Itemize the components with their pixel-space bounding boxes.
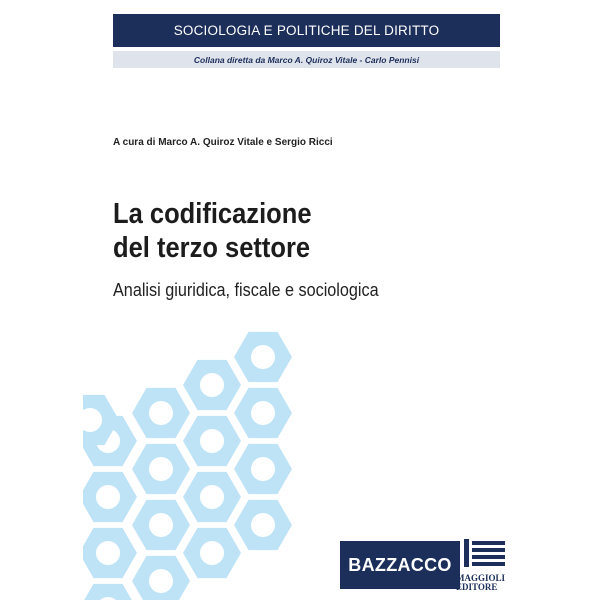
hex-nut-hole — [149, 569, 173, 593]
hex-nut-hole — [200, 429, 224, 453]
hex-nut-hole — [251, 457, 275, 481]
hex-nut-hole — [96, 485, 120, 509]
hex-nut-hole — [251, 345, 275, 369]
maggioli-imprint — [456, 574, 505, 592]
book-title-line1: La codificazione — [113, 198, 312, 230]
hex-nut-hole — [251, 401, 275, 425]
hex-nut-hole — [200, 373, 224, 397]
curators: A cura di Marco A. Quiroz Vitale e Sergio Ricci — [113, 137, 333, 148]
publisher-logo — [340, 541, 460, 589]
hex-nut-hole — [149, 513, 173, 537]
book-title-line2: del terzo settore — [113, 232, 311, 264]
series-title: SOCIOLOGIA E POLITICHE DEL DIRITTO — [173, 23, 440, 38]
hex-nut-hole — [78, 408, 102, 432]
hex-nut-hole — [251, 513, 275, 537]
publisher-name: BAZZACCO — [348, 554, 452, 575]
series-editors: Collana diretta da Marco A. Quiroz Vitale - Carlo Pennisi — [193, 54, 420, 65]
hex-nut-hole — [149, 401, 173, 425]
book-subtitle: Analisi giuridica, fiscale e sociologica — [113, 280, 379, 300]
hex-nut-hole — [96, 541, 120, 565]
imprint-line2: EDITORE — [456, 582, 498, 592]
hex-nut-hole — [200, 485, 224, 509]
hex-nut-hole — [200, 541, 224, 565]
imprint-line1: MAGGIOLI — [456, 573, 506, 583]
hex-nut-hole — [149, 457, 173, 481]
